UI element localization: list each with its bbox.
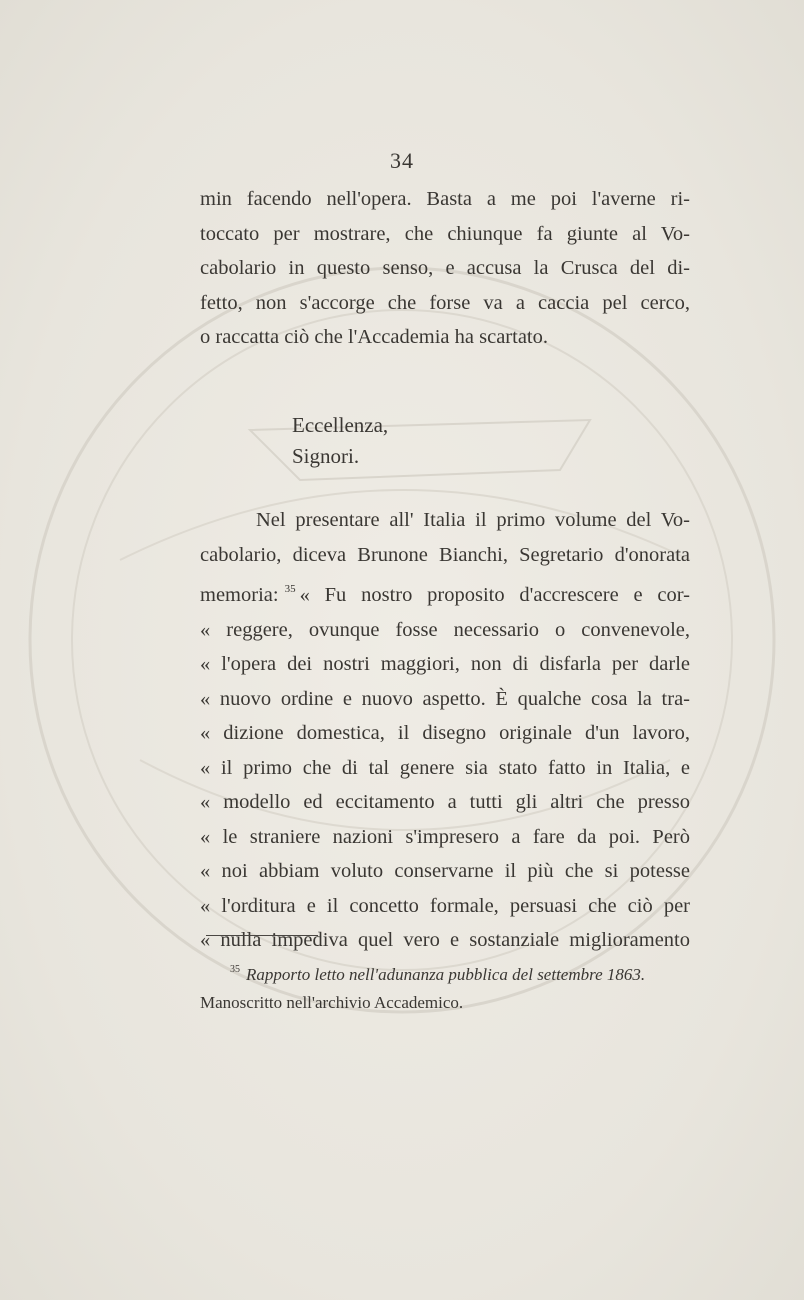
salutation-line: Eccellenza, <box>292 413 389 437</box>
text-line: « modello ed eccitamento a tutti gli altri che presso <box>200 791 690 813</box>
text-line: Nel presentare all' Italia il primo volume del Vo- <box>256 509 690 531</box>
text-segment: « Fu nostro proposito d'accrescere e cor- <box>299 584 690 606</box>
footnote-reference[interactable]: 35 <box>284 583 296 595</box>
text-line: « nulla impediva quel vero e sostanziale miglioramento <box>200 929 690 951</box>
footnote-number: 35 <box>230 964 240 975</box>
text-line: o raccatta ciò che l'Accademia ha scartato. <box>200 326 548 348</box>
paragraph-quotation <box>200 503 690 958</box>
salutation <box>292 410 388 472</box>
text-line: « dizione domestica, il disegno originale d'un lavoro, <box>200 722 690 744</box>
text-line: fetto, non s'accorge che forse va a caccia pel cerco, <box>200 291 690 314</box>
text-line-with-footnote <box>200 572 690 613</box>
text-line: « nuovo ordine e nuovo aspetto. È qualche cosa la tra- <box>200 687 690 710</box>
footnote-line <box>200 956 690 989</box>
text-line: cabolario in questo senso, e accusa la Crusca del di- <box>200 257 690 279</box>
footnote-line: Manoscritto nell'archivio Accademico. <box>200 993 464 1012</box>
footnote <box>200 956 690 1017</box>
salutation-line: Signori. <box>292 444 360 468</box>
text-line: « le straniere nazioni s'impresero a fare da poi. Però <box>200 825 690 848</box>
footnote-divider <box>206 935 318 936</box>
text-segment: memoria: <box>200 584 279 606</box>
text-line: « reggere, ovunque fosse necessario o convenevole, <box>200 618 690 641</box>
paragraph-continuation <box>200 182 690 355</box>
text-line: cabolario, diceva Brunone Bianchi, Segretario d'onorata <box>200 543 690 566</box>
text-line: « noi abbiam voluto conservarne il più che si potesse <box>200 860 690 882</box>
text-line: « il primo che di tal genere sia stato fatto in Italia, e <box>200 756 690 779</box>
page-number: 34 <box>390 148 414 173</box>
text-line: « l'orditura e il concetto formale, persuasi che ciò per <box>200 894 690 917</box>
text-line: toccato per mostrare, che chiunque fa giunte al Vo- <box>200 222 690 245</box>
text-line: min facendo nell'opera. Basta a me poi l'averne ri- <box>200 188 690 210</box>
footnote-citation: Rapporto letto nell'adunanza pubblica del settembre 1863. <box>246 965 646 984</box>
text-line: « l'opera dei nostri maggiori, non di disfarla per darle <box>200 653 690 675</box>
